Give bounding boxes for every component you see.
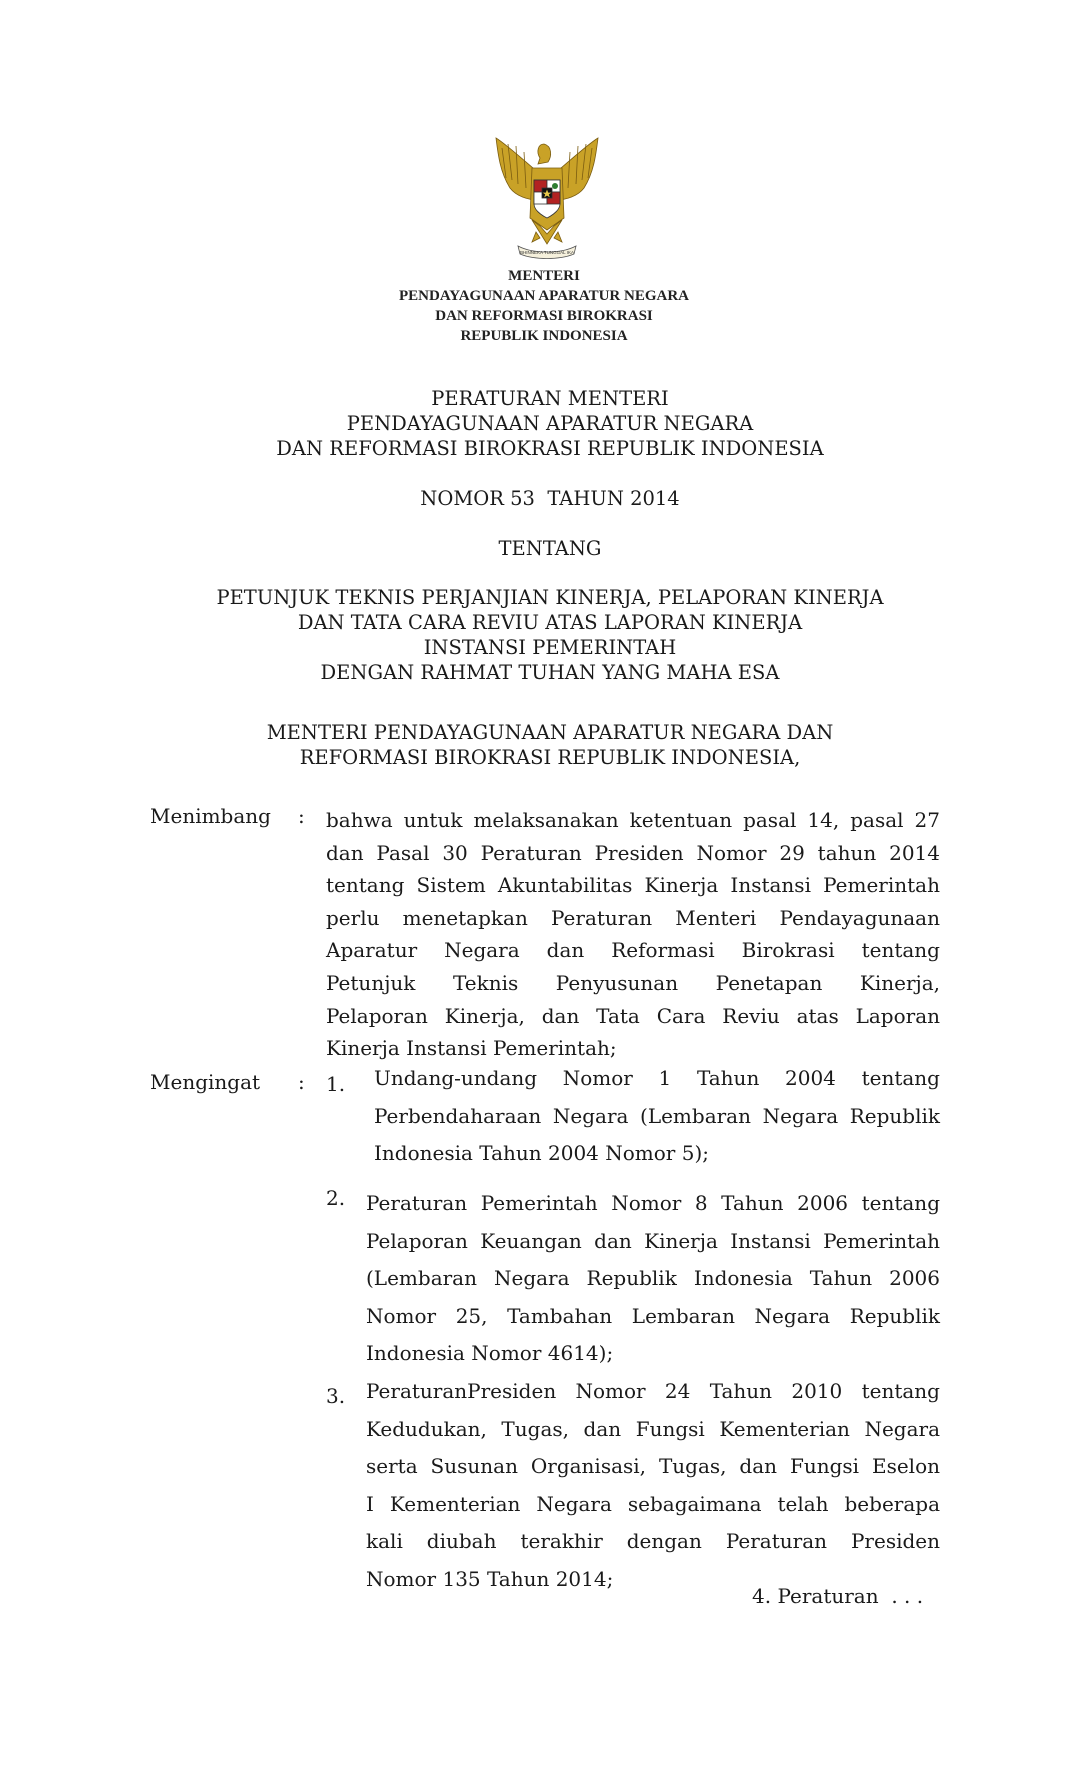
mengingat-item-number: 3. — [326, 1384, 346, 1408]
mengingat-line: Undang-undang Nomor 1 Tahun 2004 tentang — [374, 1066, 940, 1090]
mengingat-line: (Lembaran Negara Republik Indonesia Tahun 2006 — [366, 1266, 940, 1291]
regulation-title — [150, 386, 950, 461]
mengingat-line: I Kementerian Negara sebagaimana telah beberapa — [366, 1491, 940, 1516]
mengingat-line: Indonesia Nomor 4614); — [366, 1341, 614, 1366]
menimbang-paragraph — [326, 804, 940, 1065]
menimbang-line: Pelaporan Kinerja, dan Tata Cara Reviu atas Laporan — [326, 1003, 940, 1028]
menimbang-label: Menimbang — [150, 804, 271, 828]
svg-text:BHINNEKA TUNGGAL IKA: BHINNEKA TUNGGAL IKA — [519, 250, 575, 255]
title-line: PERATURAN MENTERI — [431, 387, 669, 410]
menimbang-line: Kinerja Instansi Pemerintah; — [326, 1036, 617, 1061]
mengingat-item-2 — [366, 1185, 940, 1373]
mengingat-line: Nomor 25, Tambahan Lembaran Negara Republik — [366, 1303, 940, 1328]
mengingat-line: Pelaporan Keuangan dan Kinerja Instansi Pemerintah — [366, 1228, 940, 1253]
garuda-emblem-icon — [488, 134, 606, 260]
mengingat-line: Indonesia Tahun 2004 Nomor 5); — [374, 1141, 709, 1165]
tentang-line: TENTANG — [498, 537, 602, 560]
mengingat-line: Perbendaharaan Negara (Lembaran Negara Republik — [374, 1103, 940, 1128]
title-line: DAN REFORMASI BIROKRASI REPUBLIK INDONESIA — [276, 437, 824, 460]
mengingat-line: Peraturan Pemerintah Nomor 8 Tahun 2006 tentang — [366, 1191, 940, 1215]
title-line: PENDAYAGUNAAN APARATUR NEGARA — [346, 412, 754, 435]
letterhead-line: REPUBLIK INDONESIA — [460, 328, 628, 344]
mengingat-item-number: 2. — [326, 1186, 346, 1210]
menimbang-line: tentang Sistem Akuntabilitas Kinerja Instansi Pemerintah — [326, 873, 940, 898]
number-line: NOMOR 53 TAHUN 2014 — [420, 487, 680, 510]
subject-line: DENGAN RAHMAT TUHAN YANG MAHA ESA — [320, 661, 780, 684]
regulation-subject — [150, 585, 950, 685]
regulation-number — [150, 486, 950, 511]
menimbang-line: bahwa untuk melaksanakan ketentuan pasal 14, pasal 27 — [326, 808, 940, 832]
subject-line: DAN TATA CARA REVIU ATAS LAPORAN KINERJA — [297, 611, 803, 634]
letterhead-line: DAN REFORMASI BIROKRASI — [435, 308, 653, 324]
tentang-heading — [150, 536, 950, 561]
mengingat-item-1 — [374, 1060, 940, 1173]
ministry-letterhead — [300, 266, 788, 346]
mengingat-line: serta Susunan Organisasi, Tugas, dan Fungsi Eselon — [366, 1454, 940, 1479]
subject-line: INSTANSI PEMERINTAH — [423, 636, 677, 659]
letterhead-line: PENDAYAGUNAAN APARATUR NEGARA — [398, 288, 690, 304]
mengingat-item-number: 1. — [326, 1072, 346, 1096]
mengingat-item-3 — [366, 1373, 940, 1599]
mengingat-colon: : — [298, 1070, 305, 1094]
mengingat-line: kali diubah terakhir dengan Peraturan Presiden — [366, 1529, 940, 1554]
letterhead-line: MENTERI — [508, 268, 580, 284]
menimbang-line: dan Pasal 30 Peraturan Presiden Nomor 29 tahun 2014 — [326, 840, 940, 865]
continuation-marker: 4. Peraturan . . . — [752, 1584, 924, 1608]
mengingat-line: Nomor 135 Tahun 2014; — [366, 1566, 614, 1591]
mengingat-line: PeraturanPresiden Nomor 24 Tahun 2010 tentang — [366, 1379, 940, 1403]
mengingat-label: Mengingat — [150, 1070, 261, 1094]
menimbang-line: Petunjuk Teknis Penyusunan Penetapan Kinerja, — [326, 970, 940, 995]
minister-line: REFORMASI BIROKRASI REPUBLIK INDONESIA, — [299, 746, 801, 769]
menimbang-colon: : — [298, 804, 305, 828]
mengingat-line: Kedudukan, Tugas, dan Fungsi Kementerian Negara — [366, 1416, 940, 1441]
subject-line: PETUNJUK TEKNIS PERJANJIAN KINERJA, PELAPORAN KINERJA — [216, 586, 884, 609]
minister-heading — [150, 720, 950, 770]
menimbang-line: perlu menetapkan Peraturan Menteri Pendayagunaan — [326, 905, 940, 930]
minister-line: MENTERI PENDAYAGUNAAN APARATUR NEGARA DAN — [266, 721, 834, 744]
menimbang-line: Aparatur Negara dan Reformasi Birokrasi tentang — [326, 938, 940, 963]
